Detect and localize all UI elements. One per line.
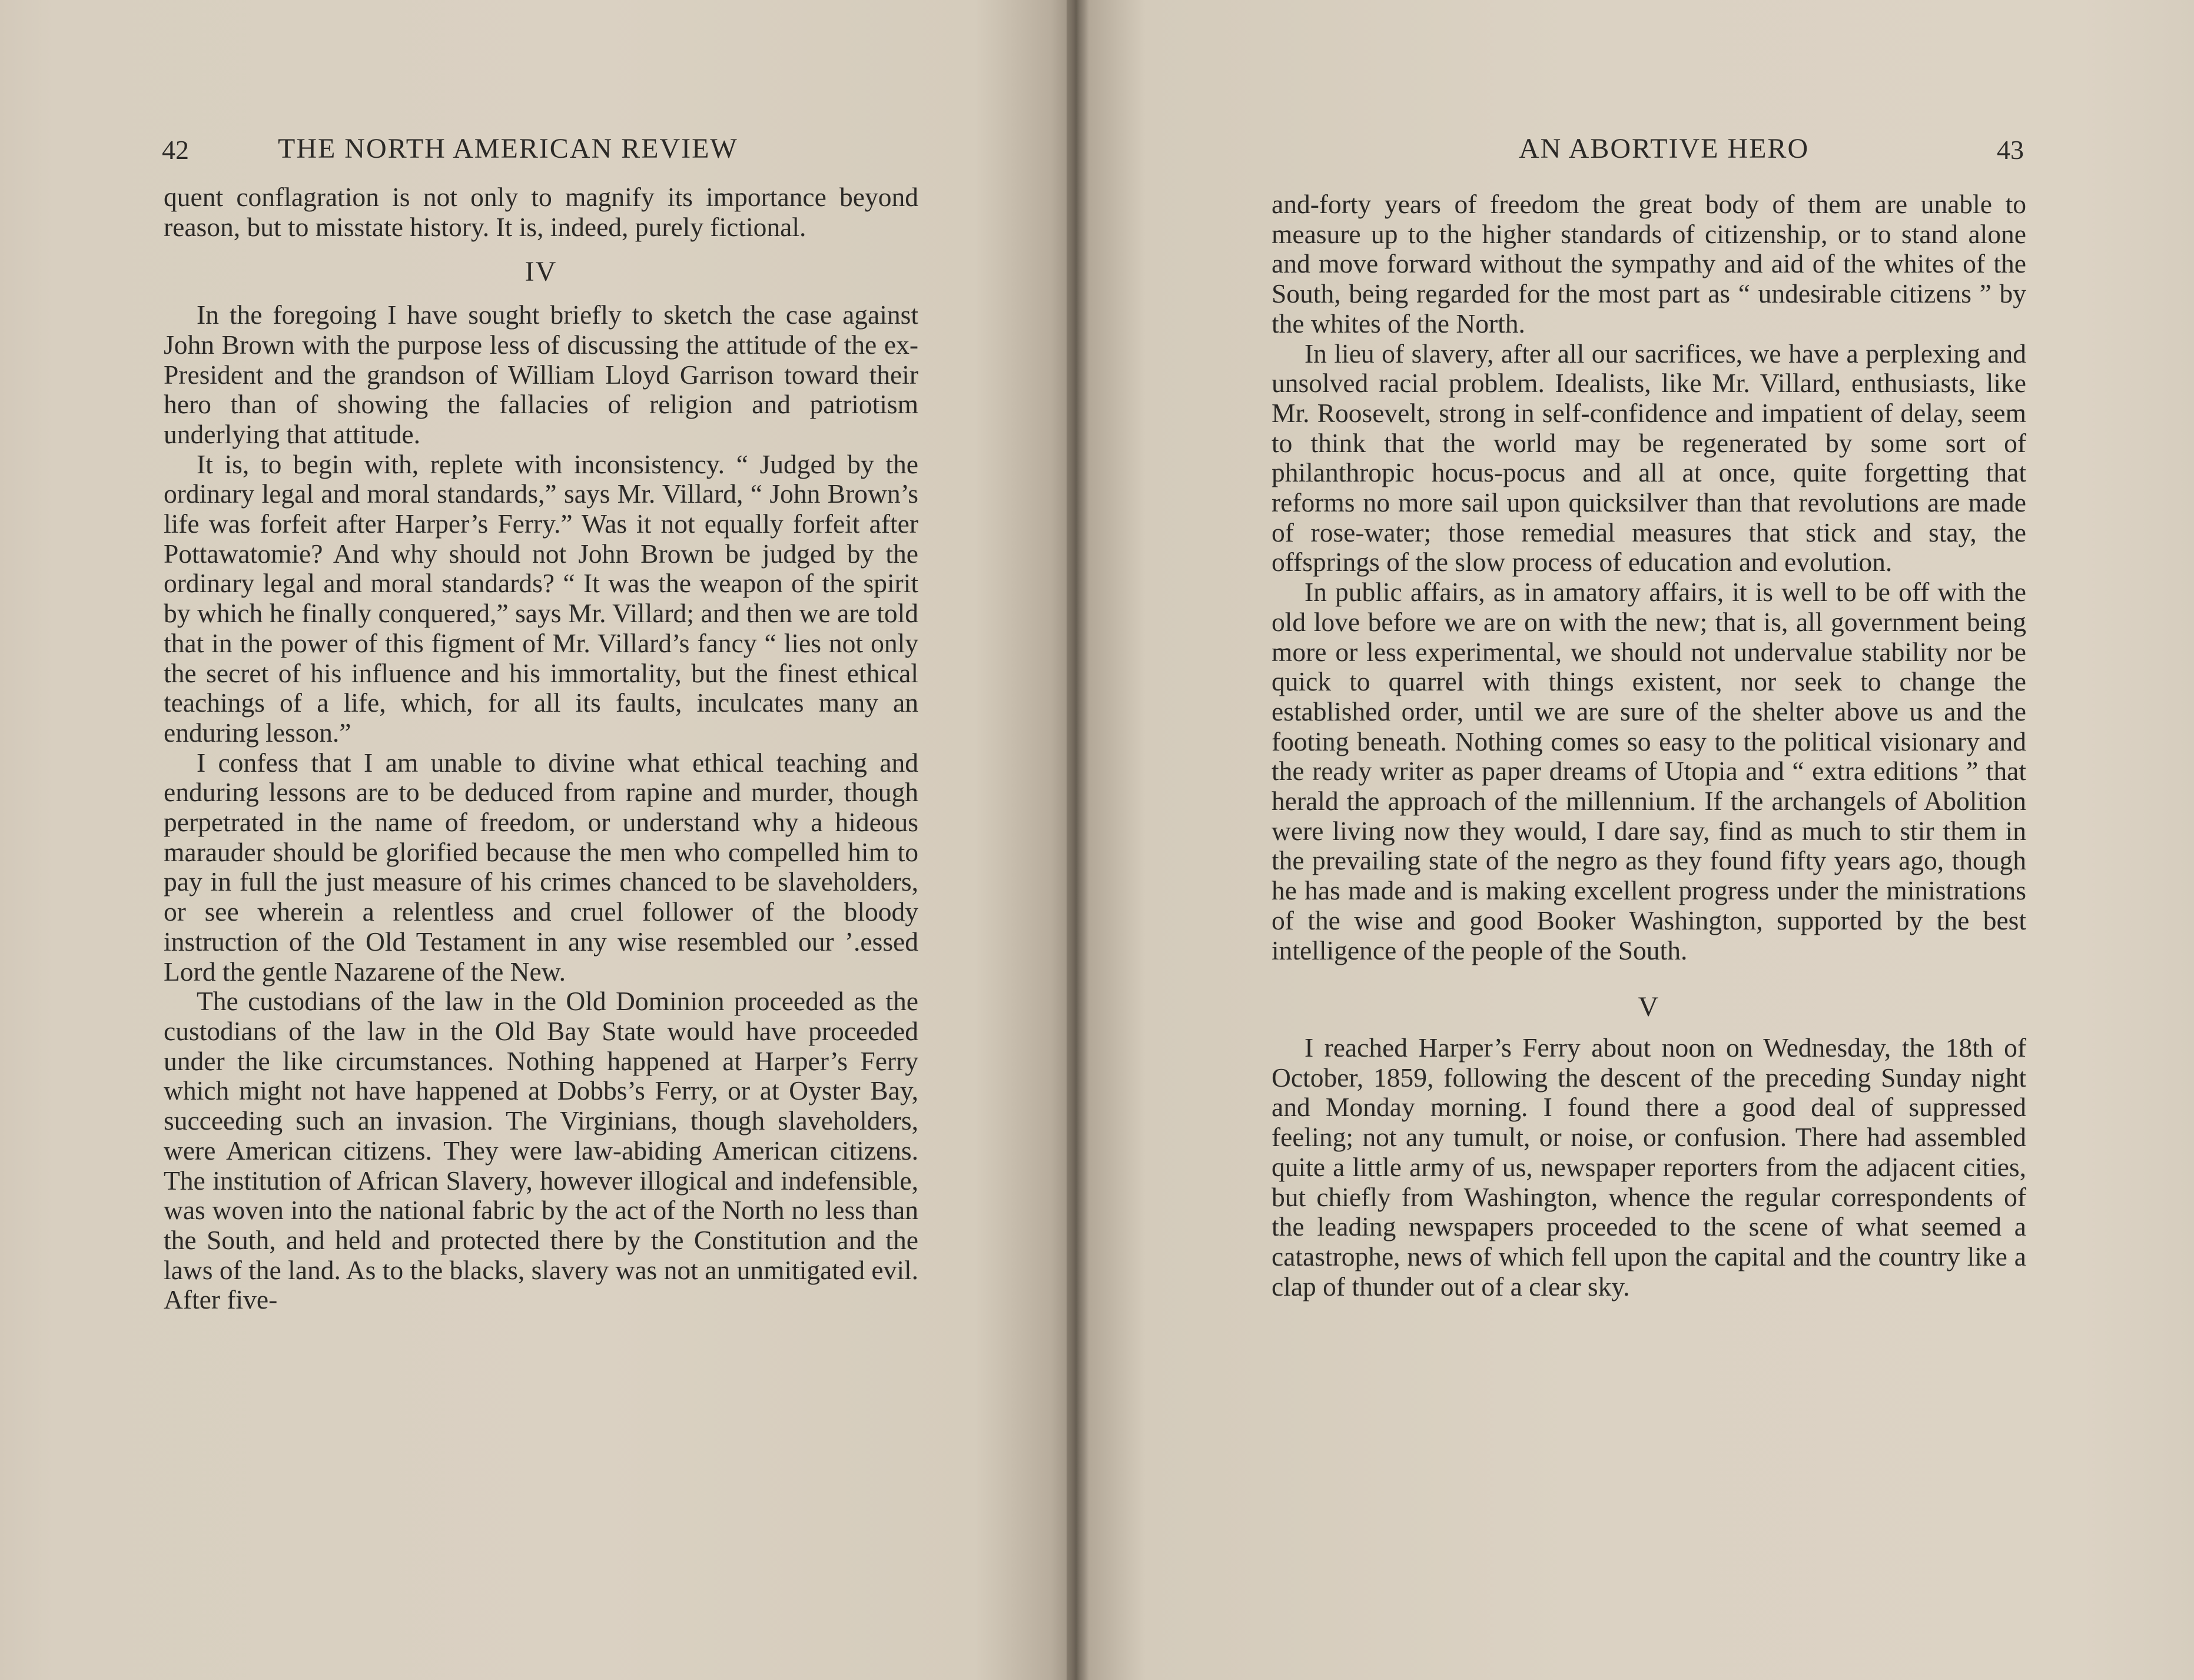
section-number: IV: [525, 256, 557, 288]
paragraph: I reached Harper’s Ferry about noon on Wednesday, the 18th of October, 1859, following the descent of the preceding Sunday night and Monday morning. I found there a good deal of suppressed feeling; not any tumult, or noise, or confusion. There had assembled quite a little army of us, newspaper reporters from the adjacent cities, but chiefly from Washington, whence the regular correspondents of the leading newspapers proceeded to the scene of what seemed a catastrophe, news of which fell upon the capital and the country like a clap of thunder out of a clear sky.: [1272, 1032, 2026, 1301]
page-number: 42: [162, 135, 189, 165]
left-text-block: [164, 182, 918, 1315]
running-head: AN ABORTIVE HERO: [1519, 133, 1810, 164]
paragraph: In public affairs, as in amatory affairs, it is well to be off with the old love before we are on with the new; that is, all government being more or less experimental, we should not undervalue stability nor be quick to quarrel with things existent, nor seek to change the established order, until we are sure of the shelter above us and the footing beneath. Nothing comes so easy to the political visionary and the ready writer as paper dreams of Utopia and “ extra editions ” that herald the approach of the millennium. If the archangels of Abolition were living now they would, I dare say, find as much to stir them in the prevailing state of the negro as they found fifty years ago, though he has made and is making excellent progress under the ministrations of the wise and good Booker Washington, supported by the best intelligence of the people of the South.: [1272, 577, 2026, 965]
running-head: THE NORTH AMERICAN REVIEW: [278, 133, 738, 164]
paragraph: I confess that I am unable to divine what ethical teaching and enduring lessons are to be deduced from rapine and murder, though perpetrated in the name of freedom, or understand why a hideous marauder should be glorified because the men who compelled him to pay in full the just measure of his crimes chanced to be slaveholders, or see wherein a relentless and cruel follower of the bloody instruction of the Old Testament in any wise resembled our ’.essed Lord the gentle Nazarene of the New.: [164, 747, 918, 987]
paragraph: In the foregoing I have sought briefly to sketch the case against John Brown with the purpose less of discussing the attitude of the ex-President and the grandson of William Lloyd Garrison toward their hero than of showing the fallacies of religion and patriotism underlying that attitude.: [164, 300, 918, 449]
paragraph: It is, to begin with, replete with inconsistency. “ Judged by the ordinary legal and moral standards,” says Mr. Villard, “ John Brown’s life was forfeit after Harper’s Ferry.” Was it not equally forfeit after Pottawatomie? And why should not John Brown be judged by the ordinary legal and moral standards? “ It was the weapon of the spirit by which he finally conquered,” says Mr. Villard; and then we are told that in the power of this figment of Mr. Villard’s fancy “ lies not only the secret of his influence and his immortality, but the finest ethical teachings of a life, which, for all its faults, inculcates many an enduring lesson.”: [164, 449, 918, 748]
paragraph: The custodians of the law in the Old Dominion proceeded as the custodians of the law in the Old Bay State would have proceeded under the like circumstances. Nothing happened at Harper’s Ferry which might not have happened at Dobbs’s Ferry, or at Oyster Bay, succeeding such an invasion. The Virginians, though slaveholders, were American citizens. They were law-abiding American citizens. The institution of African Slavery, however illogical and indefensible, was woven into the national fabric by the act of the North no less than the South, and held and protected there by the Constitution and the laws of the land. As to the blacks, slavery was not an unmitigated evil. After five-: [164, 986, 918, 1315]
right-text-block: [1272, 190, 2026, 1301]
right-page: [1067, 0, 2194, 1680]
left-page: [0, 0, 1083, 1680]
book-gutter: [1066, 0, 1089, 1680]
paragraph: quent conflagration is not only to magnify its importance beyond reason, but to misstate history. It is, indeed, purely fictional.: [164, 182, 918, 242]
paragraph: In lieu of slavery, after all our sacrifices, we have a perplexing and unsolved racial problem. Idealists, like Mr. Villard, enthusiasts, like Mr. Roosevelt, strong in self-confidence and impatient of delay, seem to think that the world may be regenerated by some sort of philanthropic hocus-pocus and all at once, quite forgetting that reforms no more sail upon quicksilver than that revolutions are made of rose-water; those remedial measures that stick and stay, the offsprings of the slow process of education and evolution.: [1272, 338, 2026, 577]
section-number: V: [1638, 991, 1660, 1023]
page-number: 43: [1997, 135, 2024, 165]
paragraph: and-forty years of freedom the great body of them are unable to measure up to the higher standards of citizenship, or to stand alone and move forward without the sympathy and aid of the whites of the South, being regarded for the most part as “ undesirable citizens ” by the whites of the North.: [1272, 189, 2026, 338]
